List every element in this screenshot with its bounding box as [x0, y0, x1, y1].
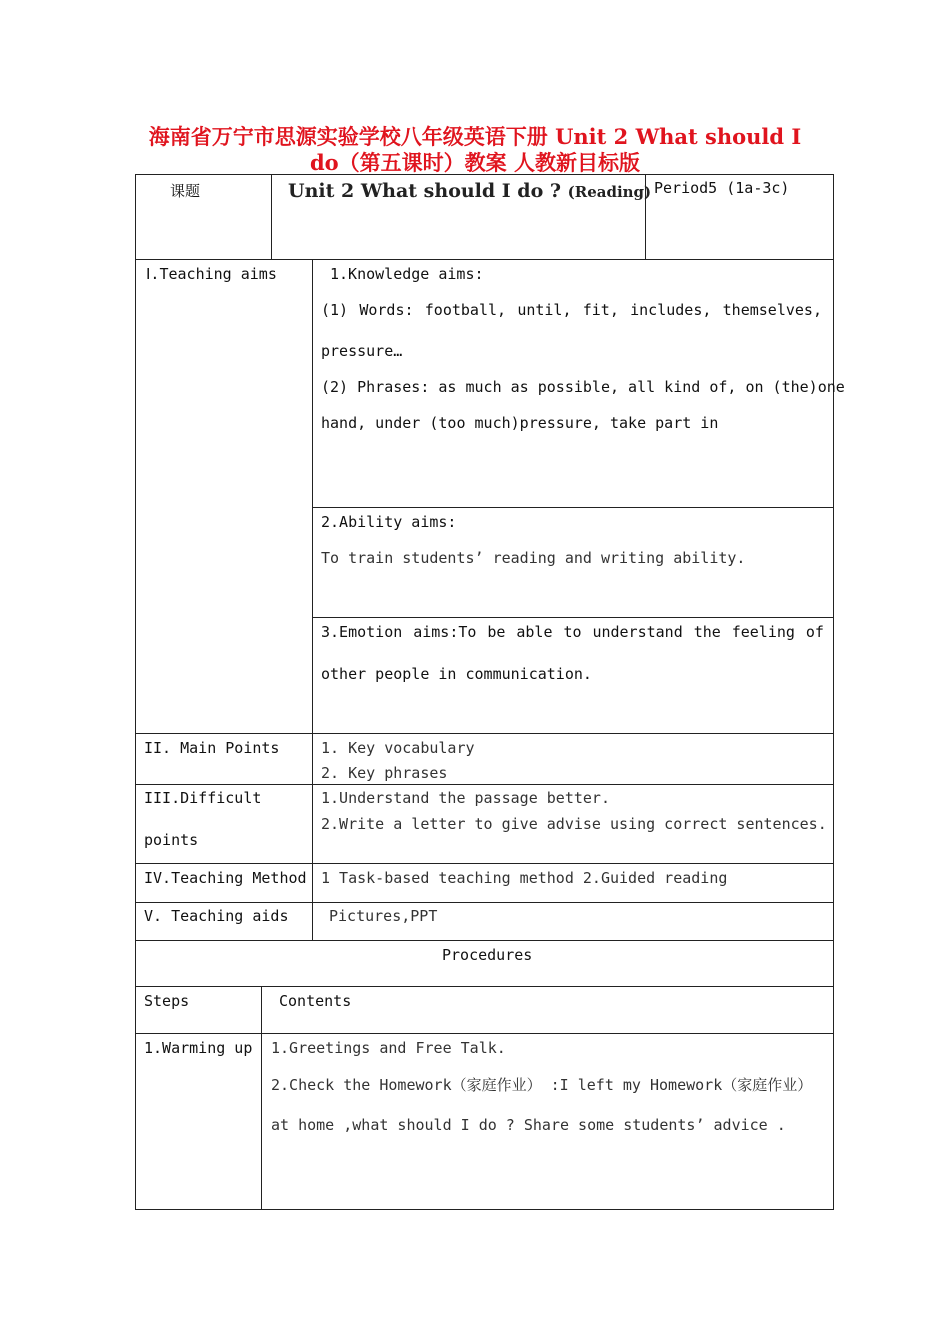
teaching-method-label: IV.Teaching Method [144, 869, 307, 887]
ability-aims-text: To train students’ reading and writing ability. [321, 549, 746, 567]
words-token: includes, [630, 301, 712, 319]
row-divider-knowledge [312, 507, 834, 508]
title-line-2: do（第五课时）教案 人教新目标版 [309, 150, 640, 175]
row-divider-ability [312, 617, 834, 618]
words-token: themselves, [722, 301, 822, 319]
phrases-line-2: hand, under (too much)pressure, take part in [321, 414, 719, 432]
difficult-points-label-2: points [144, 831, 199, 849]
emotion-aims-line-1 [321, 623, 824, 641]
difficult-points-label-1: III.Difficult [144, 789, 262, 807]
difficult-point-item: 2.Write a letter to give advise using correct sentences. [321, 815, 827, 833]
row-divider-aims [135, 733, 834, 734]
teaching-aims-label: Ⅰ.Teaching aims [146, 265, 277, 283]
step-content-line: at home ,what should I do ? Share some students’ advice . [271, 1116, 786, 1134]
procedures-title: Procedures [442, 946, 533, 964]
emotion-token: be [487, 623, 506, 641]
period-label: Period5 (1a-3c) [654, 179, 790, 197]
row-divider-difficult [135, 863, 834, 864]
teaching-method-text: 1 Task-based teaching method 2.Guided reading [321, 869, 728, 887]
teaching-aids-label: V. Teaching aids [144, 907, 289, 925]
row-divider-method [135, 902, 834, 903]
emotion-token: able [516, 623, 553, 641]
words-token: football, [424, 301, 507, 319]
emotion-token: the [693, 623, 721, 641]
ability-aims-title: 2.Ability aims: [321, 513, 457, 531]
main-point-item: 1. Key vocabulary [321, 739, 475, 757]
emotion-token: of [805, 623, 824, 641]
words-token: until, [517, 301, 572, 319]
row-divider-main-points [135, 784, 834, 785]
lesson-subject [288, 180, 651, 202]
words-token: Words: [359, 301, 414, 319]
emotion-token: feeling [731, 623, 795, 641]
row-divider-steps-header [135, 1033, 834, 1034]
steps-column-divider [261, 986, 262, 1210]
lesson-subject-tag: (Reading) [567, 183, 652, 201]
lesson-plan-table [135, 259, 834, 1210]
row-divider-procedures [135, 986, 834, 987]
emotion-token: to [563, 623, 582, 641]
words-token: (1) [321, 301, 349, 319]
row-divider-aids [135, 940, 834, 941]
steps-column-header: Steps [144, 992, 190, 1010]
main-point-item: 2. Key phrases [321, 764, 448, 782]
teaching-aids-text: Pictures,PPT [329, 907, 438, 925]
step-content-line: 1.Greetings and Free Talk. [271, 1039, 506, 1057]
main-points-label: II. Main Points [144, 739, 280, 757]
emotion-token: 3.Emotion [321, 623, 403, 641]
header-divider-1 [271, 174, 272, 260]
label-column-divider [312, 259, 313, 940]
emotion-token: aims:To [413, 623, 477, 641]
difficult-point-item: 1.Understand the passage better. [321, 789, 610, 807]
emotion-aims-line-2: other people in communication. [321, 665, 592, 683]
contents-column-header: Contents [279, 992, 352, 1010]
step-content-line: 2.Check the Homework（家庭作业） :I left my Homework（家庭作业） [271, 1076, 813, 1094]
lesson-subject-title: Unit 2 What should I do ? [288, 180, 562, 202]
words-token: fit, [582, 301, 619, 319]
emotion-token: understand [592, 623, 683, 641]
subject-label: 课题 [170, 182, 201, 200]
phrases-line-1: (2) Phrases: as much as possible, all kind of, on (the)one [321, 378, 845, 396]
knowledge-aims-title: 1.Knowledge aims: [330, 265, 484, 283]
words-line-1 [321, 301, 822, 319]
title-line-1: 海南省万宁市思源实验学校八年级英语下册 Unit 2 What should I [148, 124, 802, 149]
words-line-2: pressure… [321, 342, 403, 360]
step-warming-up-label: 1.Warming up [144, 1039, 253, 1057]
